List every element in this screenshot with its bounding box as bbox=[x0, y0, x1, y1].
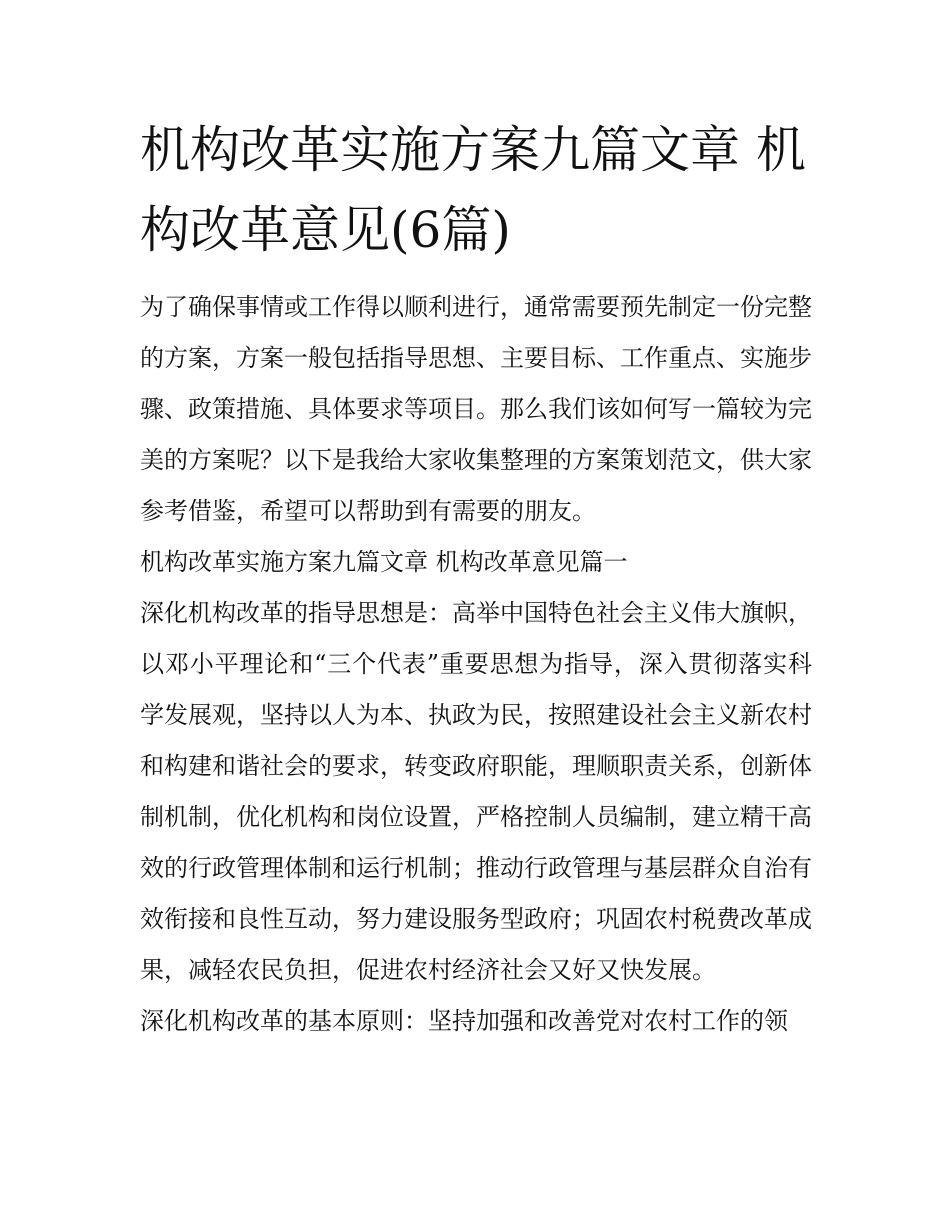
body-paragraph: 深化机构改革的基本原则：坚持加强和改善党对农村工作的领 bbox=[140, 1007, 788, 1035]
document-title: 机构改革实施方案九篇文章 机构改革意见(6篇) bbox=[140, 121, 806, 259]
section-heading: 机构改革实施方案九篇文章 机构改革意见篇一 bbox=[140, 548, 628, 576]
body-paragraph: 深化机构改革的指导思想是：高举中国特色社会主义伟大旗帜，以邓小平理论和“三个代表”重要思想为指导，深入贯彻落实科学发展观，坚持以人为本、执政为民，按照建设社会主义新农村和构建和谐社会的要求，转变政府职能，理顺职责关系，创新体制机制，优化机构和岗位设置，严格控制人员编制，建立精干高效的行政管理体制和运行机制；推动行政管理与基层群众自治有效衔接和良性互动，努力建设服务型政府；巩固农村税费改革成果，减轻农民负担，促进农村经济社会又好又快发展。 bbox=[140, 599, 812, 984]
intro-paragraph: 为了确保事情或工作得以顺利进行，通常需要预先制定一份完整的方案，方案一般包括指导思想、主要目标、工作重点、实施步骤、政策措施、具体要求等项目。那么我们该如何写一篇较为完美的方案呢？以下是我给大家收集整理的方案策划范文，供大家参考借鉴，希望可以帮助到有需要的朋友。 bbox=[140, 293, 812, 525]
document-page bbox=[140, 110, 812, 1047]
